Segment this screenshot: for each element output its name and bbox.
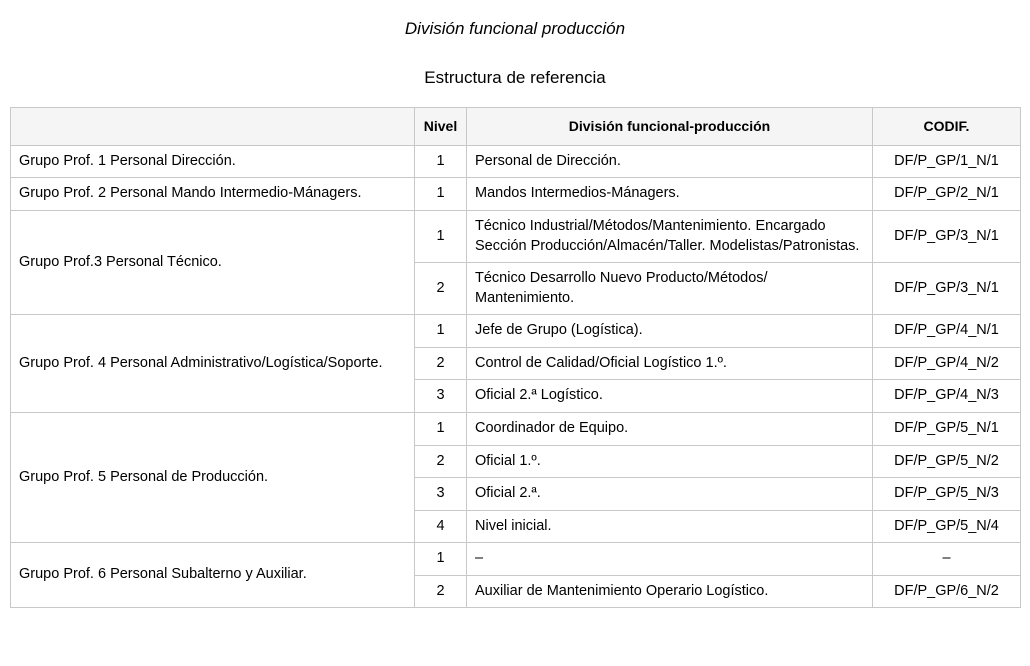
- cell-codif: DF/P_GP/6_N/2: [873, 575, 1021, 608]
- cell-nivel: 2: [415, 445, 467, 478]
- cell-codif: DF/P_GP/5_N/3: [873, 478, 1021, 511]
- cell-group: Grupo Prof.3 Personal Técnico.: [11, 211, 415, 315]
- cell-group: Grupo Prof. 5 Personal de Producción.: [11, 412, 415, 542]
- table-row: [11, 211, 1021, 263]
- cell-codif: DF/P_GP/3_N/1: [873, 211, 1021, 263]
- cell-nivel: 3: [415, 478, 467, 511]
- cell-codif: DF/P_GP/5_N/1: [873, 412, 1021, 445]
- cell-nivel: 2: [415, 263, 467, 315]
- cell-description: Jefe de Grupo (Logística).: [467, 315, 873, 348]
- page-subtitle: Estructura de referencia: [424, 68, 606, 87]
- cell-codif: DF/P_GP/4_N/3: [873, 380, 1021, 413]
- cell-nivel: 1: [415, 178, 467, 211]
- table-row: [11, 412, 1021, 445]
- cell-description: Técnico Desarrollo Nuevo Producto/Métodos/ Mantenimiento.: [467, 263, 873, 315]
- cell-nivel: 2: [415, 347, 467, 380]
- cell-description: Nivel inicial.: [467, 510, 873, 543]
- cell-codif: DF/P_GP/4_N/2: [873, 347, 1021, 380]
- cell-codif: DF/P_GP/3_N/1: [873, 263, 1021, 315]
- table-row: [11, 145, 1021, 178]
- cell-description: Mandos Intermedios-Mánagers.: [467, 178, 873, 211]
- cell-nivel: 1: [415, 543, 467, 576]
- cell-description: Oficial 1.º.: [467, 445, 873, 478]
- cell-description: Auxiliar de Mantenimiento Operario Logístico.: [467, 575, 873, 608]
- cell-nivel: 3: [415, 380, 467, 413]
- column-header-nivel: Nivel: [415, 108, 467, 146]
- table-header-row: [11, 108, 1021, 146]
- cell-nivel: 1: [415, 412, 467, 445]
- column-header-codif: CODIF.: [873, 108, 1021, 146]
- cell-description: Técnico Industrial/Métodos/Mantenimiento. Encargado Sección Producción/Almacén/Taller. Modelistas/Patronistas.: [467, 211, 873, 263]
- table-row: [11, 543, 1021, 576]
- cell-codif: –: [873, 543, 1021, 576]
- table-header: [11, 108, 1021, 146]
- table-body: [11, 145, 1021, 607]
- cell-nivel: 1: [415, 211, 467, 263]
- cell-nivel: 1: [415, 315, 467, 348]
- table-row: [11, 178, 1021, 211]
- cell-group: Grupo Prof. 4 Personal Administrativo/Logística/Soporte.: [11, 315, 415, 413]
- page-title: División funcional producción: [404, 19, 626, 38]
- cell-codif: DF/P_GP/1_N/1: [873, 145, 1021, 178]
- cell-description: Control de Calidad/Oficial Logístico 1.º.: [467, 347, 873, 380]
- cell-codif: DF/P_GP/4_N/1: [873, 315, 1021, 348]
- table-row: [11, 315, 1021, 348]
- column-header-description: División funcional-producción: [467, 108, 873, 146]
- column-header-group: [11, 108, 415, 146]
- cell-description: Coordinador de Equipo.: [467, 412, 873, 445]
- cell-nivel: 1: [415, 145, 467, 178]
- cell-description: Oficial 2.ª Logístico.: [467, 380, 873, 413]
- document-page: [0, 10, 1030, 608]
- cell-description: –: [467, 543, 873, 576]
- cell-group: Grupo Prof. 2 Personal Mando Intermedio-Mánagers.: [11, 178, 415, 211]
- cell-description: Personal de Dirección.: [467, 145, 873, 178]
- cell-group: Grupo Prof. 6 Personal Subalterno y Auxiliar.: [11, 543, 415, 608]
- cell-group: Grupo Prof. 1 Personal Dirección.: [11, 145, 415, 178]
- cell-nivel: 2: [415, 575, 467, 608]
- cell-codif: DF/P_GP/2_N/1: [873, 178, 1021, 211]
- cell-codif: DF/P_GP/5_N/4: [873, 510, 1021, 543]
- cell-description: Oficial 2.ª.: [467, 478, 873, 511]
- structure-table: [10, 107, 1021, 608]
- cell-nivel: 4: [415, 510, 467, 543]
- cell-codif: DF/P_GP/5_N/2: [873, 445, 1021, 478]
